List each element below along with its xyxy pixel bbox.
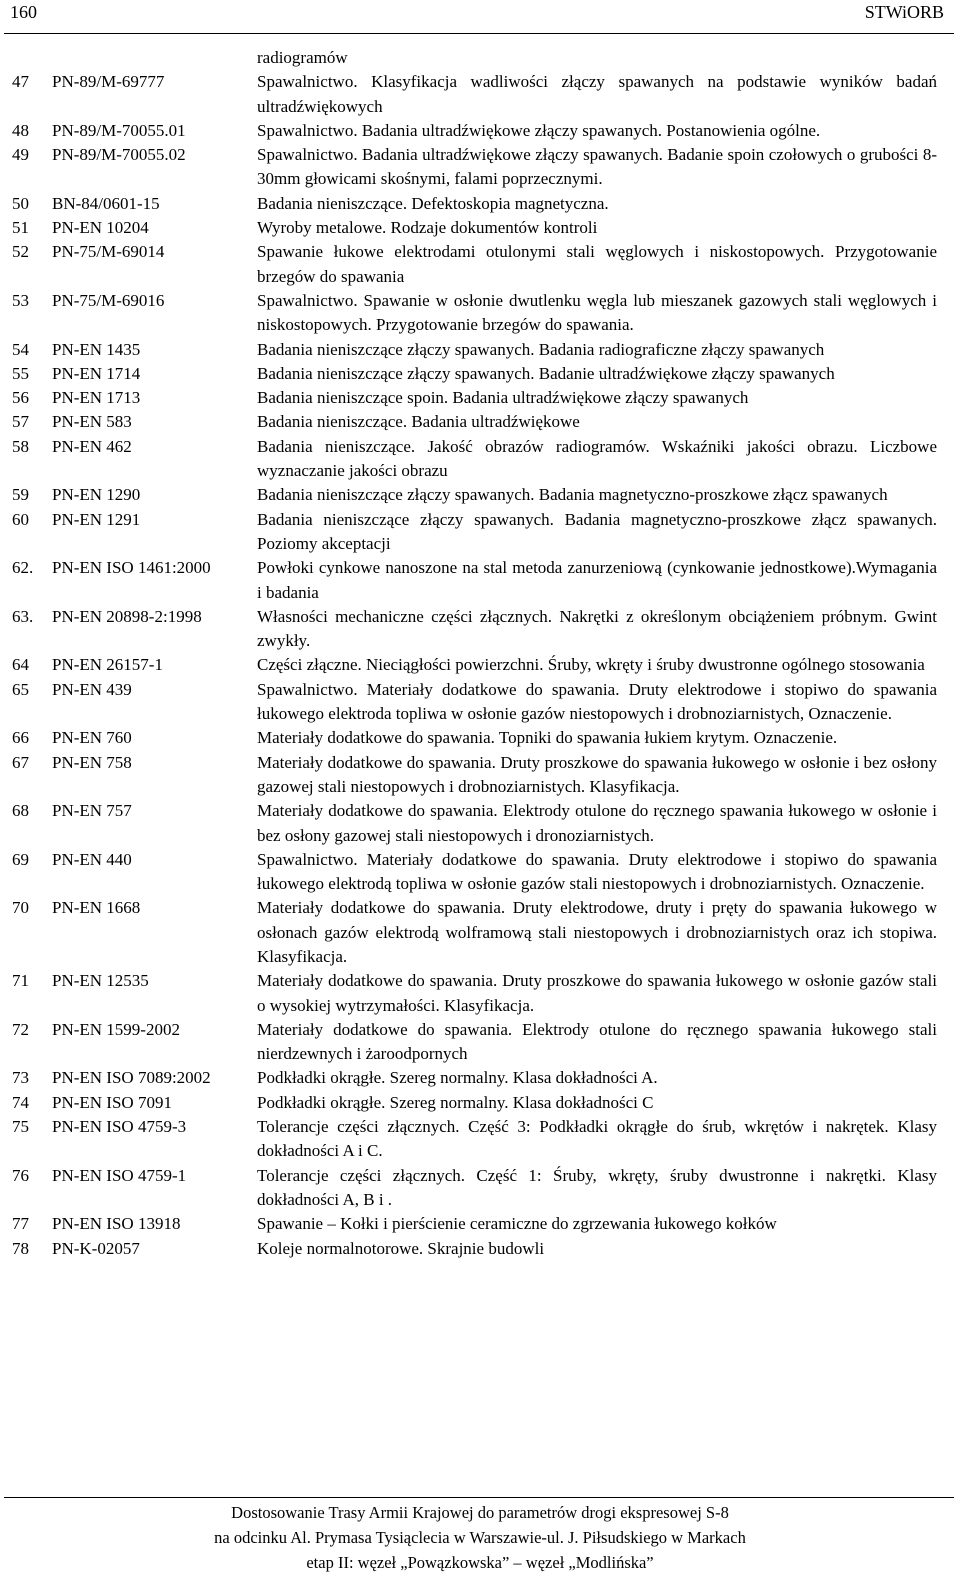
standard-code: PN-EN ISO 7091 (52, 1092, 172, 1112)
entry-number: 73 (12, 1068, 29, 1088)
entry-number: 53 (12, 290, 29, 310)
list-item (0, 435, 960, 484)
list-item (0, 508, 960, 557)
standard-title: Badania nieniszczące. Defektoskopia magnetyczna. (257, 193, 609, 213)
list-item (0, 192, 960, 216)
entry-number: 72 (12, 1019, 29, 1039)
standard-code: PN-EN 583 (52, 412, 132, 432)
standard-title: Badania nieniszczące złączy spawanych. Badania magnetyczno-proszkowe złącz spawanych (257, 485, 888, 505)
standard-code: PN-EN 26157-1 (52, 655, 163, 675)
standard-code: PN-EN 20898-2:1998 (52, 606, 202, 626)
list-item (0, 1066, 960, 1090)
entry-number: 75 (12, 1117, 29, 1137)
list-item (0, 70, 960, 119)
standard-title: Spawalnictwo. Badania ultradźwiękowe złączy spawanych. Badanie spoin czołowych o grubości 8-30mm głowicami skośnymi, falami poprzecznymi. (257, 145, 937, 189)
standard-title: Powłoki cynkowe nanoszone na stal metoda zanurzeniową (cynkowanie jednostkowe).Wymagania i badania (257, 558, 937, 602)
entry-number: 69 (12, 849, 29, 869)
standard-code: PN-EN 439 (52, 679, 132, 699)
standard-title: Spawalnictwo. Badania ultradźwiękowe złączy spawanych. Postanowienia ogólne. (257, 120, 821, 140)
standard-title: Tolerancje części złącznych. Część 3: Podkładki okrągłe do śrub, wkrętów i nakrętek. Klasy dokładności A i C. (257, 1117, 937, 1161)
list-item (0, 119, 960, 143)
entry-number: 76 (12, 1165, 29, 1185)
standard-code: PN-89/M-70055.02 (52, 145, 186, 165)
list-item (0, 289, 960, 338)
standards-rows (0, 70, 960, 1261)
list-item (0, 605, 960, 654)
entry-number: 59 (12, 485, 29, 505)
list-item (0, 1237, 960, 1261)
standard-code: PN-EN ISO 7089:2002 (52, 1068, 211, 1088)
standard-code: PN-89/M-70055.01 (52, 120, 186, 140)
standard-title: Badania nieniszczące. Badania ultradźwiękowe (257, 412, 580, 432)
list-item (0, 653, 960, 677)
continued-text: radiogramów (257, 48, 348, 67)
entry-number: 55 (12, 363, 29, 383)
standard-code: PN-EN ISO 4759-3 (52, 1117, 187, 1137)
standard-code: PN-75/M-69016 (52, 290, 165, 310)
entry-number: 62. (12, 558, 34, 578)
list-item (0, 410, 960, 434)
journal-title: STWiORB (864, 2, 944, 22)
footer-line-1: Dostosowanie Trasy Armii Krajowej do parametrów drogi ekspresowej S-8 (231, 1503, 729, 1522)
entry-number: 57 (12, 412, 29, 432)
list-item (0, 386, 960, 410)
standard-code: PN-EN 758 (52, 752, 132, 772)
standard-title: Części złączne. Nieciągłości powierzchni. Śruby, wkręty i śruby dwustronne ogólnego stosowania (257, 655, 925, 675)
standard-title: Wyroby metalowe. Rodzaje dokumentów kontroli (257, 218, 598, 238)
entry-number: 48 (12, 120, 29, 140)
standard-code: PN-EN ISO 1461:2000 (52, 558, 211, 578)
standard-code: PN-EN 1290 (52, 485, 141, 505)
standard-code: PN-EN 757 (52, 801, 132, 821)
list-item (0, 362, 960, 386)
standard-title: Spawalnictwo. Materiały dodatkowe do spawania. Druty elektrodowe i stopiwo do spawania łukowego elektroda topliwa w osłonie gazów niestopowych i drobnoziarnistych, Oznaczenie. (257, 679, 937, 724)
standard-code: PN-EN 462 (52, 436, 132, 456)
list-item (0, 1212, 960, 1236)
entry-number: 49 (12, 145, 29, 165)
list-item (0, 1018, 960, 1067)
standard-title: Materiały dodatkowe do spawania. Elektrody otulone do ręcznego spawania łukowego w osłonie i bez osłony gazowej stali niestopowych i dronoziarnistych. (257, 801, 937, 845)
standard-code: PN-EN ISO 13918 (52, 1214, 181, 1234)
entry-number: 47 (12, 72, 29, 92)
standard-code: BN-84/0601-15 (52, 193, 160, 213)
footer-line-3: etap II: węzeł „Powązkowska” – węzeł „Modlińska” (306, 1553, 654, 1572)
standard-title: Koleje normalnotorowe. Skrajnie budowli (257, 1238, 545, 1258)
standard-title: Materiały dodatkowe do spawania. Druty proszkowe do spawania łukowego w osłonie gazów stali o wysokiej wytrzymałości. Klasyfikacja. (257, 971, 937, 1015)
standard-title: Własności mechaniczne części złącznych. Nakrętki z określonym obciążeniem próbnym. Gwint zwykły. (257, 606, 937, 651)
standard-code: PN-EN 1714 (52, 363, 141, 383)
entry-number: 71 (12, 971, 29, 991)
standard-code: PN-EN 1435 (52, 339, 141, 359)
standard-title: Spawanie łukowe elektrodami otulonymi stali węglowych i niskostopowych. Przygotowanie brzegów do spawania (257, 242, 937, 286)
entry-number: 51 (12, 218, 29, 238)
entry-number: 78 (12, 1238, 29, 1258)
standard-title: Badania nieniszczące spoin. Badania ultradźwiękowe złączy spawanych (257, 388, 749, 408)
list-item (0, 556, 960, 605)
footer-line-2: na odcinku Al. Prymasa Tysiąclecia w Warszawie-ul. J. Piłsudskiego w Markach (214, 1528, 746, 1547)
standard-code: PN-75/M-69014 (52, 242, 165, 262)
standard-title: Tolerancje części złącznych. Część 1: Śruby, wkręty, śruby dwustronne i nakrętki. Klasy dokładności A, B i . (257, 1165, 937, 1209)
footer-divider (4, 1497, 954, 1498)
standard-title: Materiały dodatkowe do spawania. Druty elektrodowe, druty i pręty do spawania łukowego w osłonach gazów elektrodą wolframową stali niestopowych i drobnoziarnistych oraz ich stopiwa. Klasyfikacja. (257, 898, 937, 966)
list-item (0, 1164, 960, 1213)
entry-number: 68 (12, 801, 29, 821)
standard-title: Spawalnictwo. Spawanie w osłonie dwutlenku węgla lub mieszanek gazowych stali węglowych i niskostopowych. Przygotowanie brzegów do spawania. (257, 290, 937, 335)
list-item (0, 678, 960, 727)
standard-code: PN-89/M-69777 (52, 72, 165, 92)
standard-code: PN-EN 12535 (52, 971, 149, 991)
list-item (0, 799, 960, 848)
page-number: 160 (10, 2, 37, 22)
entry-number: 52 (12, 242, 29, 262)
standard-title: Materiały dodatkowe do spawania. Druty proszkowe do spawania łukowego w osłonie i bez osłony gazowej stali niestopowych i drobnoziarnistych. Klasyfikacja. (257, 752, 937, 796)
list-item (0, 216, 960, 240)
standard-code: PN-EN ISO 4759-1 (52, 1165, 187, 1185)
page-footer (0, 1500, 960, 1575)
list-item (0, 338, 960, 362)
standard-title: Materiały dodatkowe do spawania. Elektrody otulone do ręcznego spawania łukowego stali nierdzewnych i żaroodpornych (257, 1019, 937, 1064)
standards-list (0, 46, 960, 1261)
entry-number: 64 (12, 655, 29, 675)
standard-code: PN-EN 10204 (52, 218, 149, 238)
standard-title: Badania nieniszczące złączy spawanych. Badania radiograficzne złączy spawanych (257, 339, 825, 359)
standard-title: Materiały dodatkowe do spawania. Topniki do spawania łukiem krytym. Oznaczenie. (257, 728, 838, 748)
standard-title: Spawanie – Kołki i pierścienie ceramiczne do zgrzewania łukowego kołków (257, 1214, 777, 1234)
standard-code: PN-EN 760 (52, 728, 132, 748)
list-item (0, 896, 960, 969)
list-item (0, 751, 960, 800)
list-item (0, 1091, 960, 1115)
standard-title: Spawalnictwo. Materiały dodatkowe do spawania. Druty elektrodowe i stopiwo do spawania łukowego elektrodą topliwa w osłonie gazów stali niestopowych i drobnoziarnistych. Oznaczenie. (257, 849, 937, 894)
list-item (0, 969, 960, 1018)
entry-number: 56 (12, 388, 29, 408)
entry-number: 54 (12, 339, 29, 359)
standard-code: PN-EN 1668 (52, 898, 141, 918)
entry-number: 63. (12, 606, 34, 626)
list-item (0, 240, 960, 289)
list-item (0, 848, 960, 897)
standard-title: Badania nieniszczące. Jakość obrazów radiogramów. Wskaźniki jakości obrazu. Liczbowe wyznaczanie jakości obrazu (257, 436, 937, 481)
standard-title: Podkładki okrągłe. Szereg normalny. Klasa dokładności C (257, 1092, 654, 1112)
standard-title: Badania nieniszczące złączy spawanych. Badanie ultradźwiękowe złączy spawanych (257, 363, 835, 383)
list-item (0, 1115, 960, 1164)
list-item (0, 143, 960, 192)
entry-number: 60 (12, 509, 29, 529)
entry-number: 70 (12, 898, 29, 918)
list-item (0, 726, 960, 750)
header-divider (4, 33, 954, 34)
list-item (0, 483, 960, 507)
standard-code: PN-K-02057 (52, 1238, 140, 1258)
standard-code: PN-EN 1291 (52, 509, 141, 529)
entry-number: 67 (12, 752, 29, 772)
list-item-continued (0, 46, 960, 70)
standard-title: Podkładki okrągłe. Szereg normalny. Klasa dokładności A. (257, 1068, 658, 1088)
entry-number: 74 (12, 1092, 29, 1112)
entry-number: 58 (12, 436, 29, 456)
standard-title: Badania nieniszczące złączy spawanych. Badania magnetyczno-proszkowe złącz spawanych. Poziomy akceptacji (257, 509, 937, 553)
entry-number: 66 (12, 728, 29, 748)
entry-number: 50 (12, 193, 29, 213)
standard-code: PN-EN 1713 (52, 388, 141, 408)
entry-number: 77 (12, 1214, 29, 1234)
standard-code: PN-EN 440 (52, 849, 132, 869)
standard-code: PN-EN 1599-2002 (52, 1019, 180, 1039)
standard-title: Spawalnictwo. Klasyfikacja wadliwości złączy spawanych na podstawie wyników badań ultradźwiękowych (257, 72, 937, 116)
entry-number: 65 (12, 679, 29, 699)
